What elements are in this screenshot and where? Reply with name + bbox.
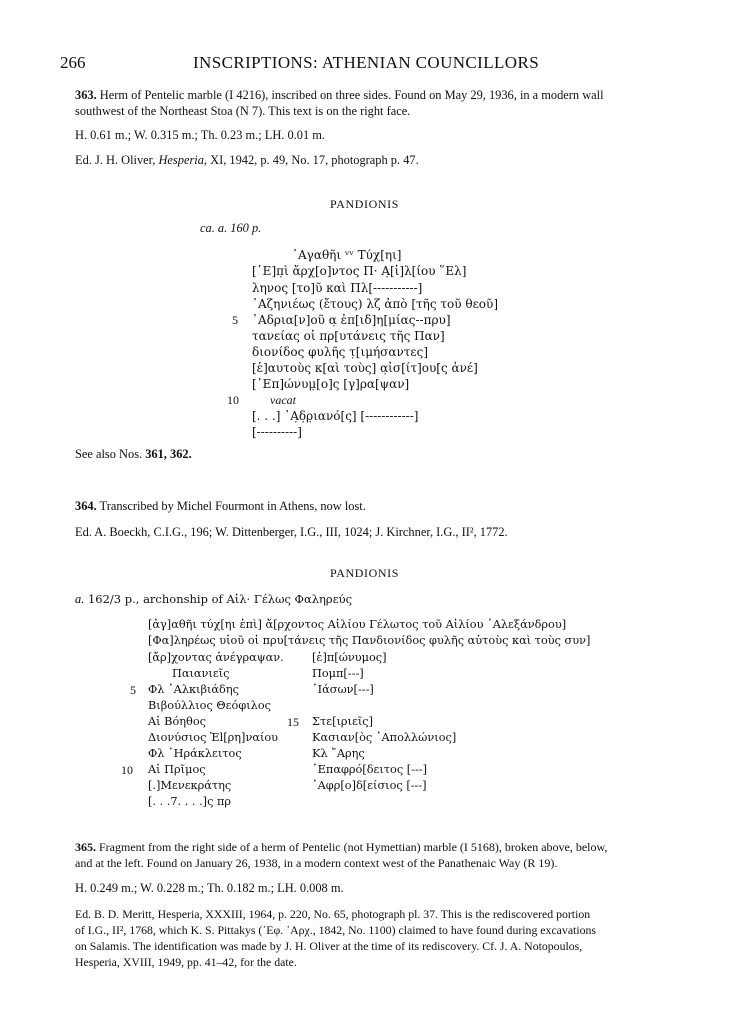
page-number: 266	[60, 53, 86, 72]
inscription-line: ᾿Αφρ[ο]δ[είσιος [---]	[312, 779, 427, 792]
inscription-line: [Φα]ληρέως υἱοῦ οἱ πρυ[τάνεις τῆς Πανδιονίδος φυλῆς αὐτοὺς καὶ τοὺς συν]	[148, 634, 591, 647]
entry-text: Transcribed by Michel Fourmont in Athens, now lost.	[96, 499, 366, 513]
entry-number: 364.	[75, 499, 97, 513]
edition-text: , XI, 1942, p. 49, No. 17, photograph p. 47.	[203, 153, 419, 167]
inscription-line: ᾿Αζηνιέως (ἔτους) λζ ἀπὸ [τῆς τοῦ θεοῦ]	[252, 297, 499, 311]
section-heading-pandionis: PANDIONIS	[330, 197, 399, 211]
entry-365-edition-line: Ed. B. D. Meritt, Hesperia, XXXIII, 1964, p. 220, No. 65, photograph pl. 37. This is the rediscovered portion	[75, 907, 591, 921]
inscription-vacat: vacat	[270, 393, 296, 407]
inscription-date	[75, 592, 352, 607]
line-number: 15	[287, 715, 299, 729]
entry-363-edition	[75, 153, 419, 168]
section-heading-pandionis: PANDIONIS	[330, 566, 399, 580]
inscription-line: Κασιαν[ὸς ᾿Απολλώνιος]	[312, 731, 457, 744]
inscription-line: ᾿Αγαθῆι ᵛᵛ Τύχ[ηι]	[292, 248, 402, 262]
journal-title: Hesperia	[158, 153, 204, 167]
see-also-note	[75, 447, 192, 462]
edition-text: Ed. J. H. Oliver,	[75, 153, 159, 167]
line-number: 10	[121, 763, 133, 777]
inscription-line: Αἰ Βόηθος	[148, 715, 206, 728]
entry-365-line2: and at the left. Found on January 26, 1938, in a modern context west of the Panathenaic Way (R 19).	[75, 856, 558, 870]
entry-365-edition-line: Hesperia, XVIII, 1949, pp. 41–42, for the date.	[75, 955, 297, 969]
entry-364-line1	[75, 499, 366, 514]
date-italic: a.	[75, 592, 85, 606]
line-number: 10	[227, 393, 239, 407]
inscription-line: [----------]	[252, 425, 302, 439]
inscription-line: [᾿Ε]π̣ὶ ἄρχ[ο]ντος Π· Α̣[ἰ]λ[ίου ῞Ελ]	[252, 264, 467, 278]
inscription-line: Κλ ῎Αρης	[312, 747, 365, 760]
inscription-line: [ἐ]π[ώνυμος]	[312, 651, 387, 664]
entry-365-edition-line: on Salamis. The identification was made by J. H. Oliver at the time of its rediscovery. Cf. J. A. Notopoulos,	[75, 939, 583, 953]
inscription-line: Διονύσιος Ἐl[ρη]ναίου	[148, 731, 279, 744]
entry-365-dimensions: H. 0.249 m.; W. 0.228 m.; Th. 0.182 m.; LH. 0.008 m.	[75, 881, 344, 895]
date-text: 162/3 p., archonship of Αἰλ· Γέλως Φαληρεύς	[84, 592, 353, 606]
inscription-line: Φλ ᾿Αλκιβιάδης	[148, 683, 239, 696]
entry-text: Herm of Pentelic marble (I 4216), inscribed on three sides. Found on May 29, 1936, in a modern wall	[96, 88, 604, 102]
line-number: 5	[232, 313, 238, 327]
inscription-line: διονίδος φυλῆς τ̣[ιμήσαντες]	[252, 345, 429, 359]
entry-363-line1	[75, 88, 604, 103]
inscription-line: [. . .] ῾Α̣δ̣ρ̣ιανό[ς] [------------]	[252, 409, 419, 423]
inscription-line: ῾Αδρια[ν]οῦ α̣ ἐπ[ιδ]η[μίας--πρυ]	[252, 313, 451, 327]
entry-number: 363.	[75, 88, 97, 102]
inscription-line: Πομπ[---]	[312, 667, 364, 680]
entry-364-edition: Ed. A. Boeckh, C.I.G., 196; W. Dittenberger, I.G., III, 1024; J. Kirchner, I.G., II², 1772.	[75, 525, 508, 539]
inscription-line: Παιανιεῖς	[172, 667, 230, 680]
inscription-line: [ἑ]αυτοὺς κ[αὶ τοὺς] α̣ἰσ[ίτ]ου[ς ἀνέ]	[252, 361, 478, 375]
running-title: INSCRIPTIONS: ATHENIAN COUNCILLORS	[193, 53, 540, 72]
inscription-line: Φλ ῾Ηράκλειτος	[148, 747, 242, 760]
inscription-date: ca. a. 160 p.	[200, 221, 262, 235]
inscription-line: [ἀγ]αθῆι τύχ[ηι ἐπὶ] ἄ[ρχοντος Αἰλίου Γέλωτος τοῦ Αἰλίου ᾿Αλεξάνδρου]	[148, 618, 567, 631]
line-number: 5	[130, 683, 136, 697]
entry-363-dimensions: H. 0.61 m.; W. 0.315 m.; Th. 0.23 m.; LH. 0.01 m.	[75, 128, 326, 142]
entry-365-line1	[75, 840, 607, 855]
see-also-text: See also Nos.	[75, 447, 146, 461]
entry-number: 365.	[75, 840, 96, 854]
inscription-line: Βιβούλλιος Θεόφιλος	[148, 699, 271, 712]
inscription-line: ᾿Ιάσων[---]	[312, 683, 374, 696]
inscription-line: [᾿Επ]ώνυμ̣[ο]ς [γ]ρα[ψαν]	[252, 377, 410, 391]
inscription-line: [. . .7. . . .]ς πρ	[148, 795, 232, 808]
inscription-line: ᾿Επαφρό[δειτος [---]	[312, 763, 428, 776]
see-also-numbers: 361, 362.	[145, 447, 192, 461]
inscription-line: [.]Μενεκράτης	[148, 779, 232, 792]
entry-363-line2: southwest of the Northeast Stoa (N 7). This text is on the right face.	[75, 104, 411, 118]
inscription-line: [ἄρ]χοντας ἀνέγραψαν.	[148, 651, 284, 664]
inscription-line: Αἰ Πρῖμος	[148, 763, 206, 776]
entry-text: Fragment from the right side of a herm of Pentelic (not Hymettian) marble (I 5168), broken above, below,	[96, 840, 608, 854]
inscription-line: τανείας οἱ πρ[υτάνεις τῆς Παν]	[252, 329, 445, 343]
inscription-line: ληνος [το]ῦ καὶ Πλ[-----------]	[252, 281, 423, 295]
entry-365-edition-line: of I.G., II², 1768, which K. S. Pittakys (᾿Εφ. ᾿Αρχ., 1842, No. 1100) claimed to have found during excavations	[75, 923, 596, 937]
inscription-line: Στε[ιριεῖς]	[312, 715, 374, 728]
